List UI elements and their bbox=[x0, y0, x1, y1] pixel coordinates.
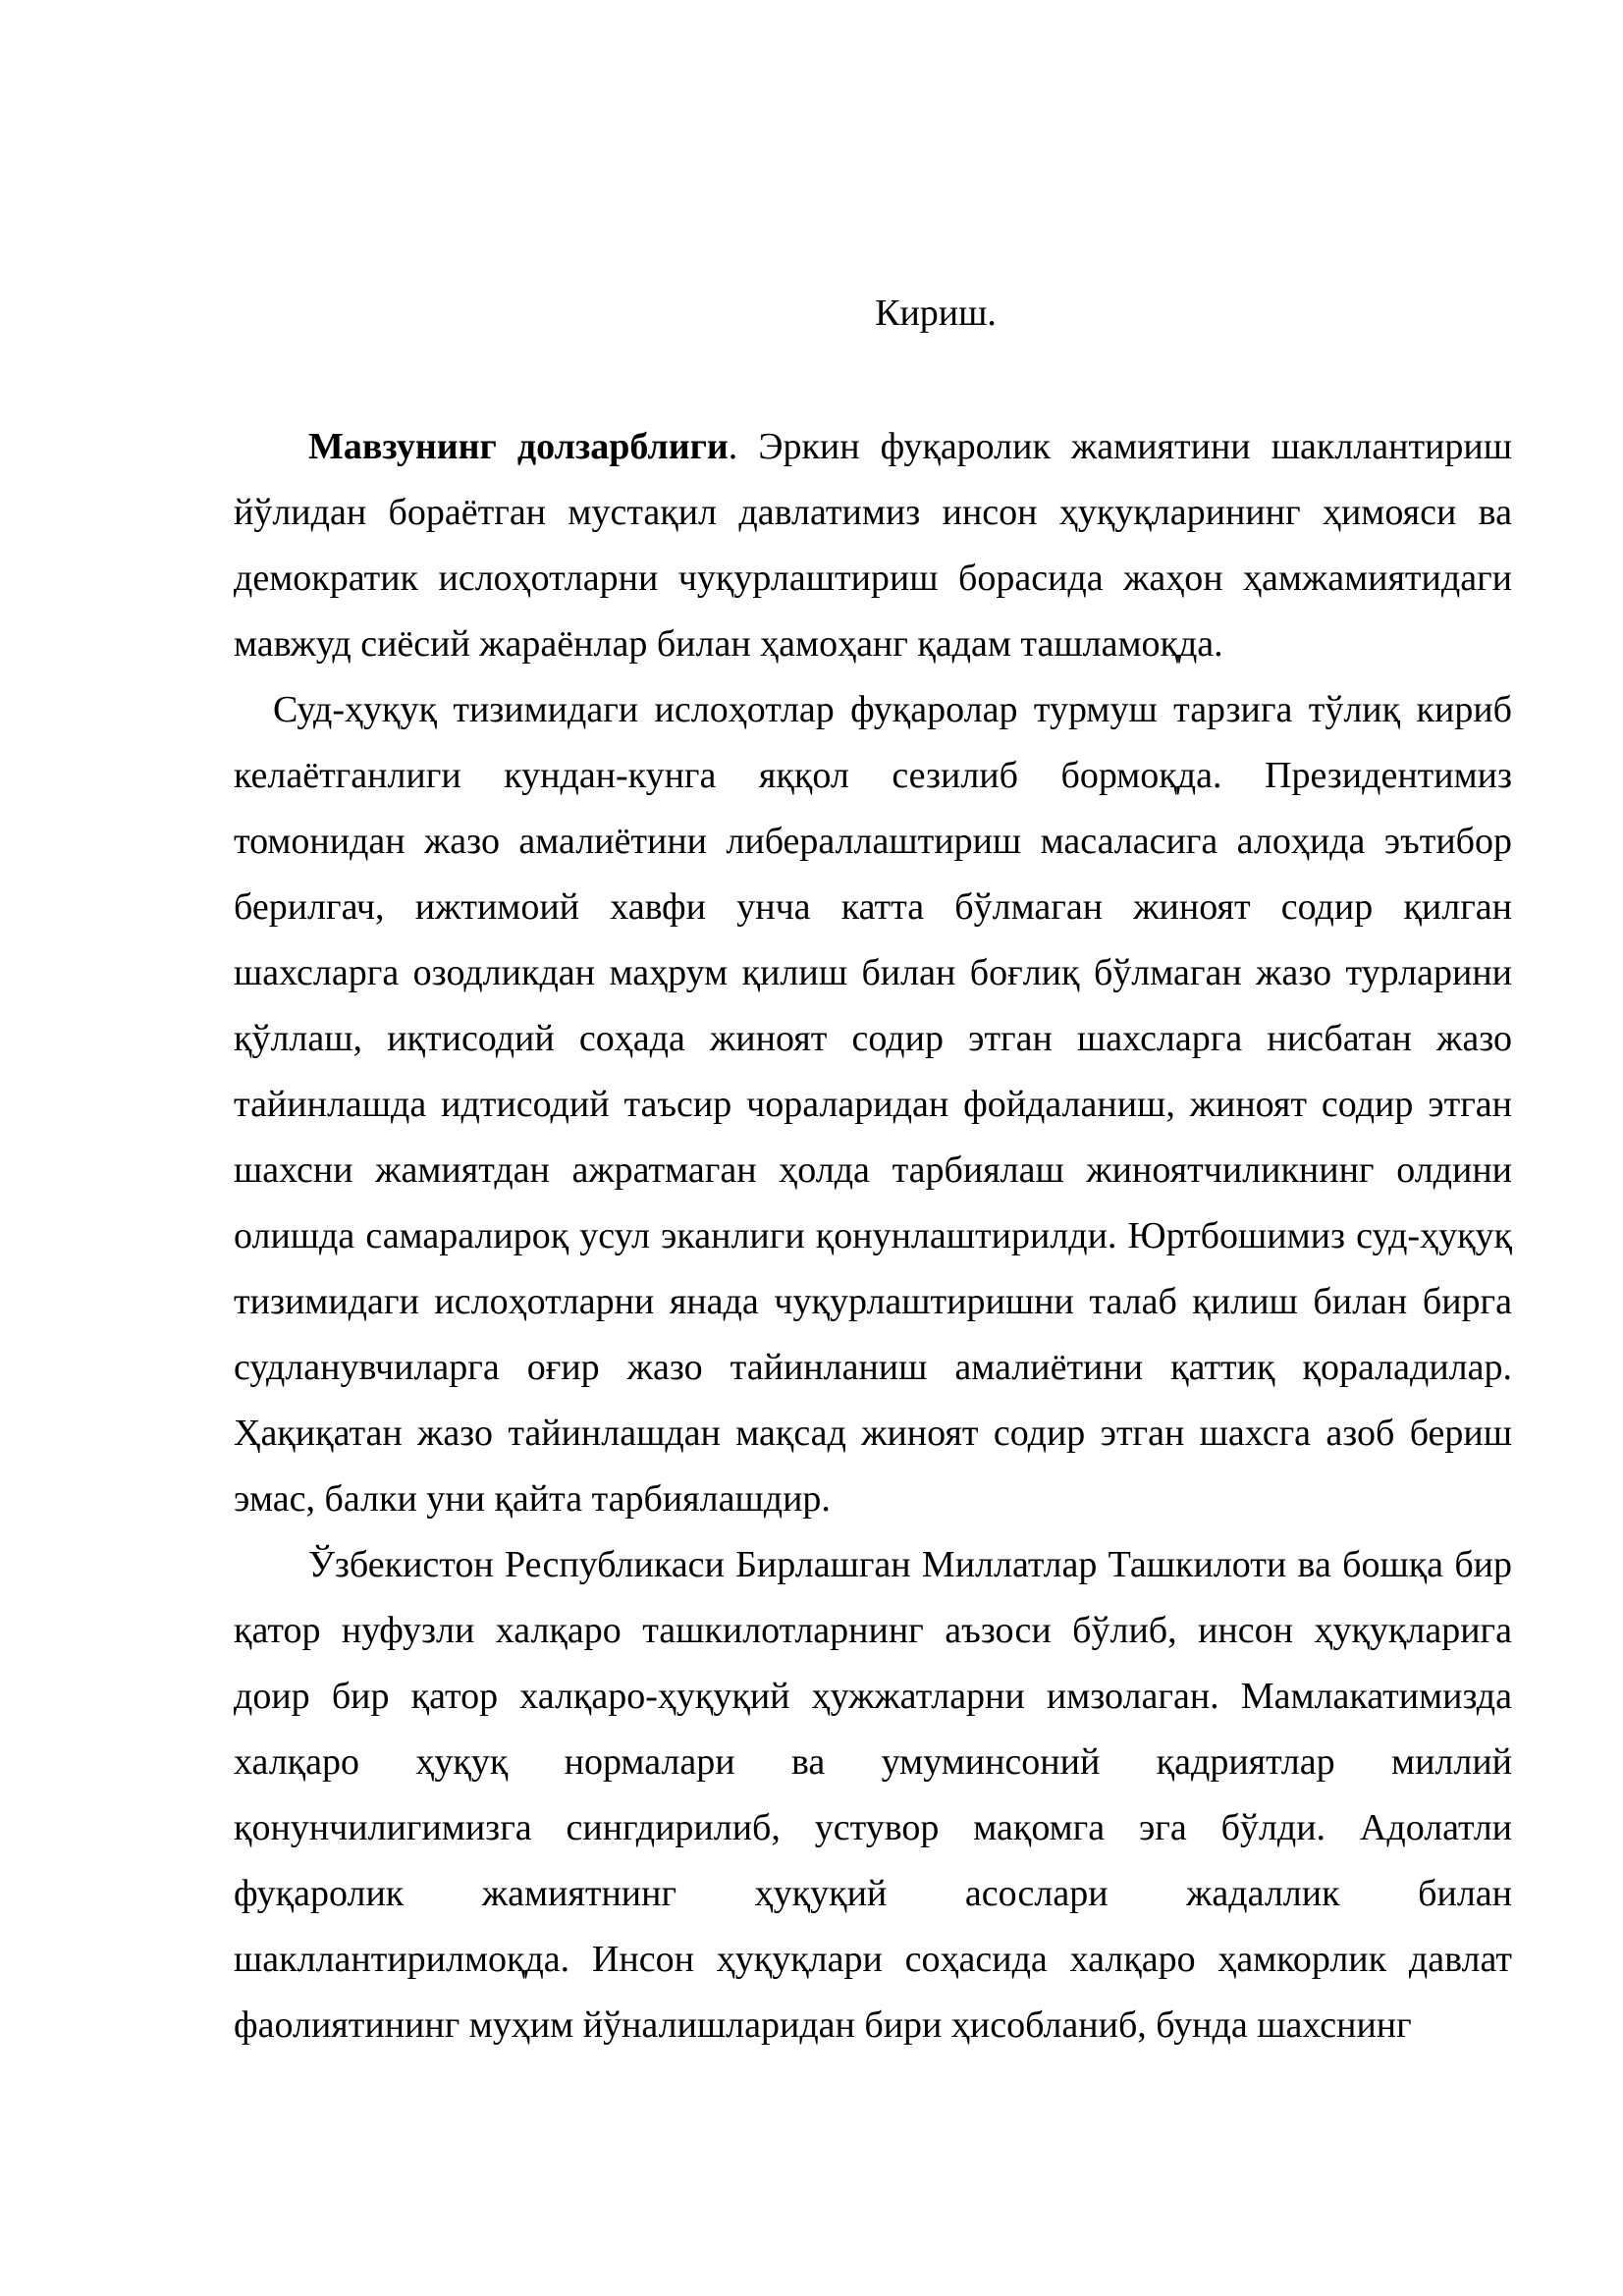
relevance-heading: Мавзунинг долзарблиги bbox=[308, 426, 729, 467]
paragraph-international-cooperation: Ўзбекистон Республикаси Бирлашган Миллатлар Ташкилоти ва бошқа бир қатор нуфузли халқаро ташкилотларнинг аъзоси бўлиб, инсон ҳуқуқларига доир бир қатор халқаро-ҳуқуқий ҳужжатларни имзолаган. Мамлакатимизда халқаро ҳуқуқ нормалари ва умуминсоний қадриятлар миллий қонунчилигимизга сингдирилиб, устувор мақомга эга бўлди. Адолатли фуқаролик жамиятнинг ҳуқуқий асослари жадаллик билан шакллантирилмоқда. Инсон ҳуқуқлари соҳасида халқаро ҳамкорлик давлат фаолиятининг муҳим йўналишларидан бири ҳисобланиб, бунда шахснинг bbox=[234, 1544, 1512, 2046]
document-body bbox=[234, 281, 1512, 2058]
paragraph-relevance bbox=[234, 414, 1512, 677]
relevance-text: . Эркин фуқаролик жамиятини шакллантириш йўлидан бораётган мустақил давлатимиз инсон ҳуқуқларининг ҳимояси ва демократик ислоҳотларни чуқурлаштириш борасида жаҳон ҳамжамиятидаги мавжуд сиёсий жараёнлар билан ҳамоҳанг қадам ташламоқда. bbox=[234, 426, 1512, 665]
document-title: Кириш. bbox=[875, 293, 997, 334]
paragraph-judicial-reform: Суд-ҳуқуқ тизимидаги ислоҳотлар фуқаролар турмуш тарзига тўлиқ кириб келаётганлиги кундан-кунга яққол сезилиб бормоқда. Президентимиз томонидан жазо амалиётини либераллаштириш масаласига алоҳида эътибор берилгач, ижтимоий хавфи унча катта бўлмаган жиноят содир қилган шахсларга озодликдан маҳрум қилиш билан боғлиқ бўлмаган жазо турларини қўллаш, иқтисодий соҳада жиноят содир этган шахсларга нисбатан жазо тайинлашда идтисодий таъсир чораларидан фойдаланиш, жиноят содир этган шахсни жамиятдан ажратмаган ҳолда тарбиялаш жиноятчиликнинг олдини олишда самаралироқ усул эканлиги қонунлаштирилди. Юртбошимиз суд-ҳуқуқ тизимидаги ислоҳотларни янада чуқурлаштиришни талаб қилиш билан бирга судланувчиларга оғир жазо тайинланиш амалиётини қаттиқ қораладилар. Ҳақиқатан жазо тайинлашдан мақсад жиноят содир этган шахсга азоб бериш эмас, балки уни қайта тарбиялашдир. bbox=[234, 689, 1512, 1520]
